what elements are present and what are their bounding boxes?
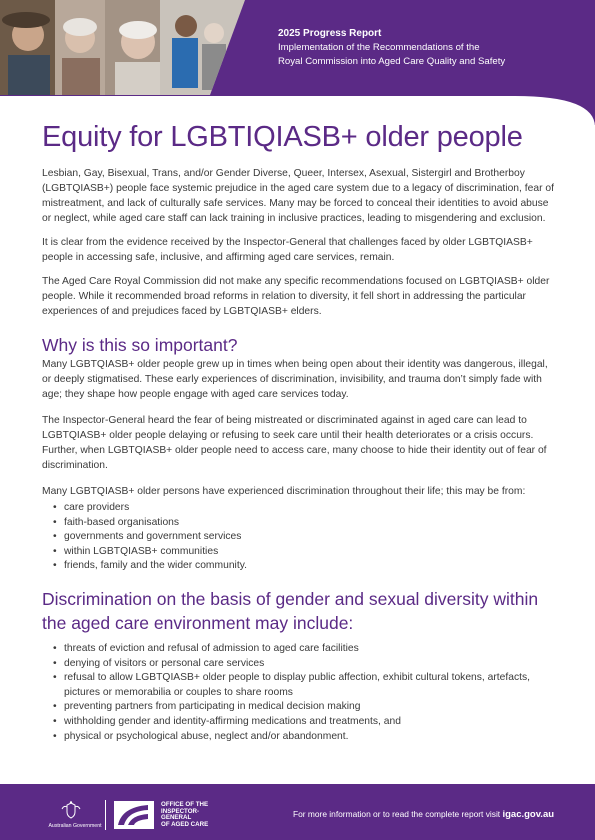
bullet-icon: • — [53, 701, 57, 713]
bullet-icon: • — [53, 545, 57, 557]
list-item-text: threats of eviction and refusal of admission to aged care facilities — [64, 642, 359, 654]
report-subtitle-line2: Royal Commission into Aged Care Quality and Safety — [278, 56, 506, 67]
government-label: Australian Government — [48, 823, 102, 829]
list-item-text: care providers — [64, 502, 130, 513]
bullet-icon: • — [53, 672, 57, 684]
australian-government-logo — [40, 801, 106, 833]
bullet-icon: • — [53, 531, 57, 543]
list-item — [53, 559, 557, 574]
why-paragraph: Many LGBTQIASB+ older people grew up in times when being open about their identity was dangerous, illegal, or deeply stigmatised. These early experiences of discrimination, invisibility, and trauma don’t simply fade with age; they shape how people engage with aged care services today. — [42, 359, 548, 400]
list-item — [53, 700, 557, 715]
discrimination-heading: Discrimination on the basis of gender and sexual diversity within the aged care environment may include: — [42, 588, 539, 633]
report-subtitle-line1: Implementation of the Recommendations of the — [278, 42, 480, 53]
intro-paragraph: Lesbian, Gay, Bisexual, Trans, and/or Gender Diverse, Queer, Intersex, Asexual, Sistergirl and Brotherboy (LGBTQIASB+) people face systemic prejudice in the aged care system due to a legacy of discrimination, fear of mistreatment, and lack of culturally safe services. Many may be forced to conceal their identities to avoid abuse or neglect, while aged care staff can lack training in inclusive practices, leading to misgendering and exclusion. — [42, 168, 554, 224]
intro-paragraph: It is clear from the evidence received by the Inspector-General that challenges faced by older LGBTQIASB+ people in accessing safe, inclusive, and affirming aged care services, remain. — [42, 237, 533, 263]
coat-of-arms-icon — [60, 801, 82, 821]
list-item-text: faith-based organisations — [64, 516, 180, 528]
footer-divider — [105, 800, 106, 830]
intro-paragraph: The Aged Care Royal Commission did not make any specific recommendations focused on LGBTQIASB+ older people. While it recommended broad reforms in relation to diversity, it fell short in addressing the particular experiences of and prejudices faced by LGBTQIASB+ elders. — [42, 276, 550, 317]
bullet-icon: • — [53, 657, 57, 669]
list-item-text: governments and government services — [64, 531, 242, 543]
list-item — [53, 715, 557, 730]
page-header — [0, 0, 595, 125]
discrimination-section — [42, 587, 557, 744]
list-item-text: refusal to allow LGBTQIASB+ older people to display public affection, exhibit cultural tokens, artefacts, pictures or memorabilia or couples to share rooms — [64, 672, 530, 698]
igac-text-line: GENERAL — [161, 814, 192, 821]
page-footer — [0, 784, 595, 840]
footer-note-text: For more information or to read the complete report visit — [293, 809, 501, 819]
list-item-text: physical or psychological abuse, neglect and/or abandonment. — [64, 730, 349, 742]
header-photo-strip — [0, 0, 245, 95]
igac-logo-icon — [114, 801, 154, 829]
list-item — [53, 530, 557, 545]
list-item-text: friends, family and the wider community. — [64, 560, 247, 572]
intro-section — [42, 166, 557, 319]
igac-text-line: INSPECTOR- — [161, 807, 200, 815]
bullet-icon: • — [53, 560, 57, 572]
igac-text-line: OF AGED CARE — [161, 820, 209, 828]
list-item — [53, 642, 557, 657]
header-text-block — [278, 27, 578, 69]
why-paragraph: The Inspector-General heard the fear of being mistreated or discriminated against in aged care can lead to LGBTQIASB+ older people delaying or refusing to seek care until their health deteriorates or a crisis occurs. Further, when LGBTQIASB+ older people need to access care, many choose to hide their identity out of fear of discrimination. — [42, 415, 547, 471]
bullet-icon: • — [53, 516, 57, 528]
bullet-icon: • — [53, 502, 57, 513]
list-item-text: denying of visitors or personal care services — [64, 657, 265, 669]
list-item-text: withholding gender and identity-affirming medications and treatments, and — [64, 715, 401, 727]
why-paragraph: Many LGBTQIASB+ older persons have experienced discrimination throughout their life; this may be from: — [42, 486, 526, 497]
why-important-section — [42, 333, 557, 574]
list-item — [53, 657, 557, 672]
bullet-icon: • — [53, 730, 57, 742]
report-title: 2025 Progress Report — [278, 28, 382, 39]
bullet-icon: • — [53, 642, 57, 654]
list-item — [53, 516, 557, 531]
main-content — [42, 118, 557, 744]
list-item — [53, 730, 557, 745]
list-item — [53, 545, 557, 560]
list-item — [53, 671, 557, 700]
list-item-text: within LGBTQIASB+ communities — [64, 545, 219, 557]
igac-website-link[interactable]: igac.gov.au — [502, 809, 555, 820]
page-title: Equity for LGBTIQIASB+ older people — [42, 121, 523, 153]
discrimination-sources-list — [42, 501, 557, 574]
footer-note — [293, 809, 554, 820]
bullet-icon: • — [53, 715, 57, 727]
discrimination-examples-list — [42, 642, 557, 744]
igac-text-line: OFFICE OF THE — [161, 801, 209, 808]
igac-logo-text — [161, 802, 208, 828]
why-important-heading: Why is this so important? — [42, 335, 238, 355]
list-item-text: preventing partners from participating in medical decision making — [64, 701, 361, 713]
list-item — [53, 501, 557, 516]
